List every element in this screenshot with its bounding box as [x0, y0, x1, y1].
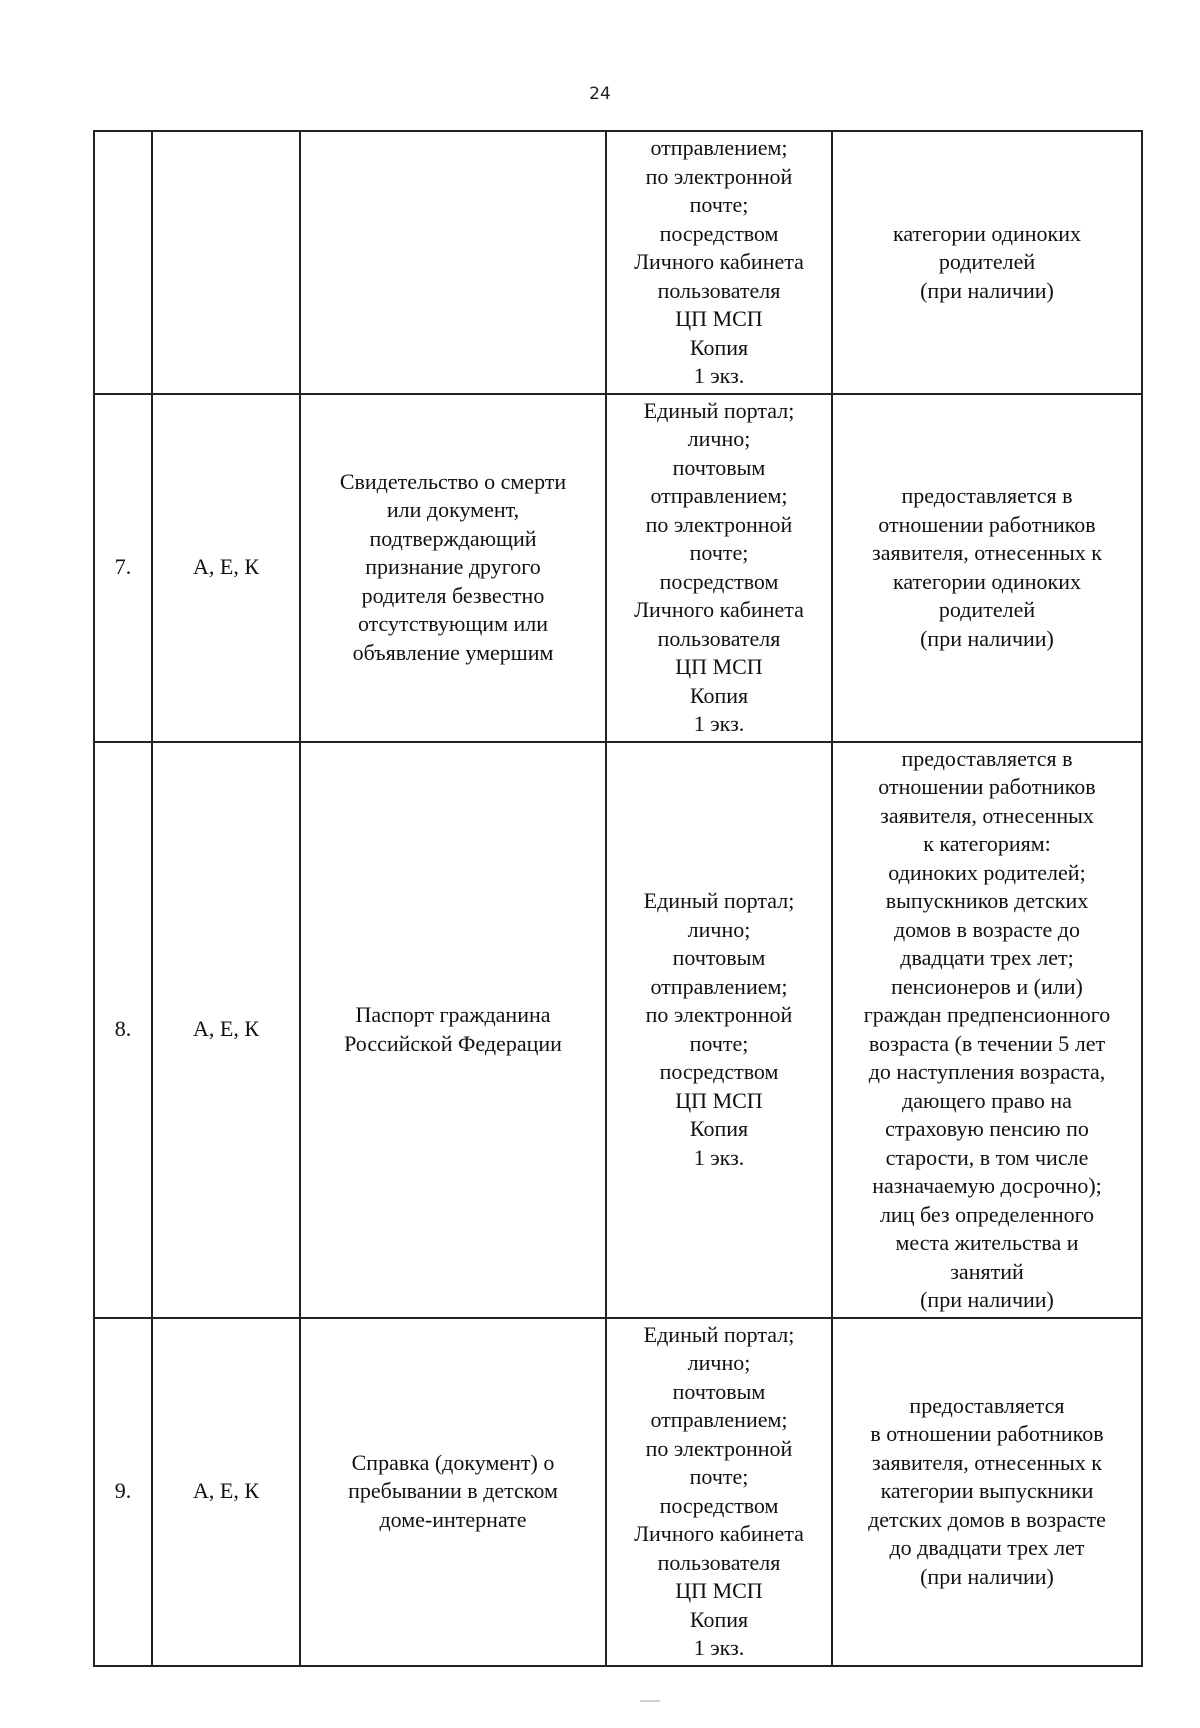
submission-methods-line: по электронной [645, 1002, 793, 1027]
applicant-category-cell [152, 131, 300, 394]
submission-methods-cell [606, 394, 832, 742]
notes-line: (при наличии) [920, 1563, 1054, 1589]
notes-line: (при наличии) [920, 1287, 1054, 1312]
document-name-line: Российской Федерации [344, 1030, 562, 1056]
notes-cell [832, 1318, 1142, 1666]
notes-line: двадцати трех лет; [900, 945, 1074, 970]
notes-line: (при наличии) [920, 277, 1054, 303]
applicant-category: А, Е, К [193, 1478, 259, 1504]
applicant-category: А, Е, К [193, 1016, 259, 1042]
submission-methods-line: 1 экз. [693, 1635, 745, 1660]
submission-methods-line: посредством [659, 1059, 779, 1084]
notes-line: (при наличии) [920, 625, 1054, 651]
notes-line: дающего право на [902, 1087, 1072, 1113]
notes [839, 220, 1135, 306]
applicant-category-cell [152, 394, 300, 742]
notes-cell [832, 131, 1142, 394]
scan-artifact [640, 1700, 660, 1702]
notes-line: заявителя, отнесенных к [872, 1449, 1102, 1475]
submission-methods-line: Копия [689, 1116, 749, 1141]
submission-methods-line: почтовым [672, 454, 766, 480]
page-number: 24 [589, 84, 611, 104]
submission-methods-line: посредством [659, 1492, 779, 1518]
notes-line: до двадцати трех лет [889, 1535, 1085, 1561]
notes-line: лиц без определенного [879, 1201, 1095, 1227]
notes-line: предоставляется [909, 1392, 1065, 1418]
submission-methods-cell [606, 1318, 832, 1666]
notes-line: детских домов в возрасте [868, 1506, 1106, 1532]
submission-methods-line: ЦП МСП [675, 1087, 763, 1113]
notes-line: назначаемую досрочно); [872, 1173, 1102, 1198]
submission-methods-line: Копия [689, 1606, 749, 1632]
table-row [94, 1318, 1142, 1666]
submission-methods-line: почтовым [672, 945, 766, 970]
notes-line: родителей [938, 597, 1036, 622]
submission-methods-line: 1 экз. [693, 1144, 745, 1170]
notes [839, 745, 1135, 1315]
submission-methods-line: Единый портал; [643, 888, 795, 913]
notes-line: старости, в том числе [885, 1144, 1089, 1170]
notes [839, 1392, 1135, 1592]
submission-methods-line: по электронной [645, 511, 793, 537]
documents-table [93, 130, 1143, 1667]
submission-methods-cell [606, 742, 832, 1318]
document-name-line: родителя безвестно [361, 582, 545, 608]
notes-line: заявителя, отнесенных [880, 802, 1094, 828]
submission-methods-line: почте; [689, 1464, 749, 1489]
submission-methods-line: 1 экз. [693, 363, 745, 388]
submission-methods-line: посредством [659, 220, 779, 246]
submission-methods-line: почте; [689, 540, 749, 565]
notes-line: к категориям: [923, 831, 1051, 856]
document-name [307, 468, 599, 668]
row-number: 8. [114, 1016, 132, 1042]
document-name-line: объявление умершим [352, 639, 554, 665]
notes-line: категории одиноких [892, 220, 1082, 246]
submission-methods-line: по электронной [645, 1435, 793, 1461]
document-name-cell [300, 742, 606, 1318]
submission-methods-line: Копия [689, 334, 749, 360]
document-name-line: пребывании в детском [348, 1478, 558, 1504]
submission-methods-line: Личного кабинета [634, 1521, 804, 1546]
notes-line: до наступления возраста, [868, 1059, 1106, 1084]
notes-line: категории одиноких [892, 568, 1082, 594]
document-name-line: Свидетельство о смерти [339, 468, 567, 494]
submission-methods [613, 1321, 825, 1663]
row-number-cell [94, 1318, 152, 1666]
submission-methods-line: почте; [689, 1030, 749, 1056]
document-name-line: отсутствующим или [357, 611, 549, 637]
document-name-line: подтверждающий [369, 525, 537, 551]
submission-methods-line: отправлением; [650, 1407, 788, 1432]
document-name-line: или документ, [386, 497, 520, 523]
notes-line: граждан предпенсионного [863, 1002, 1111, 1027]
document-name-cell [300, 1318, 606, 1666]
notes-line: места жительства и [895, 1230, 1079, 1255]
notes-line: возраста (в течении 5 лет [868, 1030, 1106, 1056]
notes-cell [832, 742, 1142, 1318]
submission-methods [613, 397, 825, 739]
submission-methods-line: ЦП МСП [675, 654, 763, 679]
document-name-line: Справка (документ) о [351, 1449, 555, 1475]
row-number: 7. [114, 554, 132, 580]
submission-methods-line: 1 экз. [693, 711, 745, 736]
notes-line: пенсионеров и (или) [891, 973, 1083, 999]
submission-methods-cell [606, 131, 832, 394]
submission-methods-line: лично; [687, 916, 751, 942]
notes-line: родителей [938, 249, 1036, 274]
notes-line: одиноких родителей; [888, 859, 1086, 885]
document-name-cell [300, 394, 606, 742]
document-name-line: Паспорт гражданина [355, 1002, 551, 1027]
submission-methods [613, 887, 825, 1172]
notes-cell [832, 394, 1142, 742]
notes-line: предоставляется в [901, 483, 1073, 508]
submission-methods-line: почтовым [672, 1378, 766, 1404]
submission-methods-line: почте; [689, 192, 749, 217]
submission-methods [613, 134, 825, 391]
submission-methods-line: Копия [689, 682, 749, 708]
row-number-cell [94, 742, 152, 1318]
table-row [94, 742, 1142, 1318]
notes-line: предоставляется в [901, 745, 1073, 771]
row-number: 9. [114, 1478, 132, 1504]
submission-methods-line: Личного кабинета [634, 597, 804, 622]
submission-methods-line: отправлением; [650, 973, 788, 999]
applicant-category-cell [152, 742, 300, 1318]
submission-methods-line: пользователя [657, 1549, 781, 1575]
submission-methods-line: Личного кабинета [634, 249, 804, 274]
document-name-line: признание другого [365, 554, 541, 580]
notes-line: отношении работников [878, 774, 1096, 799]
submission-methods-line: Единый портал; [643, 1321, 795, 1347]
notes-line: отношении работников [878, 511, 1096, 537]
submission-methods-line: отправлением; [650, 483, 788, 508]
notes-line: выпускников детских [885, 888, 1089, 913]
applicant-category-cell [152, 1318, 300, 1666]
table-row [94, 131, 1142, 394]
applicant-category: А, Е, К [193, 554, 259, 580]
row-number-cell [94, 394, 152, 742]
notes-line: в отношении работников [870, 1421, 1104, 1447]
row-number-cell [94, 131, 152, 394]
notes-line: категории выпускники [880, 1478, 1094, 1504]
submission-methods-line: пользователя [657, 625, 781, 651]
document-name-cell [300, 131, 606, 394]
submission-methods-line: Единый портал; [643, 397, 795, 423]
document-name-line: доме-интернате [379, 1506, 527, 1532]
table-row [94, 394, 1142, 742]
submission-methods-line: пользователя [657, 277, 781, 303]
notes-line: занятий [950, 1258, 1024, 1284]
document-name [307, 1001, 599, 1058]
submission-methods-line: отправлением; [650, 135, 788, 160]
notes-line: страховую пенсию по [885, 1116, 1089, 1141]
submission-methods-line: ЦП МСП [675, 1578, 763, 1603]
submission-methods-line: по электронной [645, 163, 793, 189]
submission-methods-line: посредством [659, 568, 779, 594]
submission-methods-line: ЦП МСП [675, 306, 763, 331]
document-name [307, 1449, 599, 1535]
submission-methods-line: лично; [687, 426, 751, 451]
notes-line: заявителя, отнесенных к [872, 540, 1102, 565]
notes-line: домов в возрасте до [893, 916, 1080, 942]
notes [839, 482, 1135, 653]
submission-methods-line: лично; [687, 1350, 751, 1375]
